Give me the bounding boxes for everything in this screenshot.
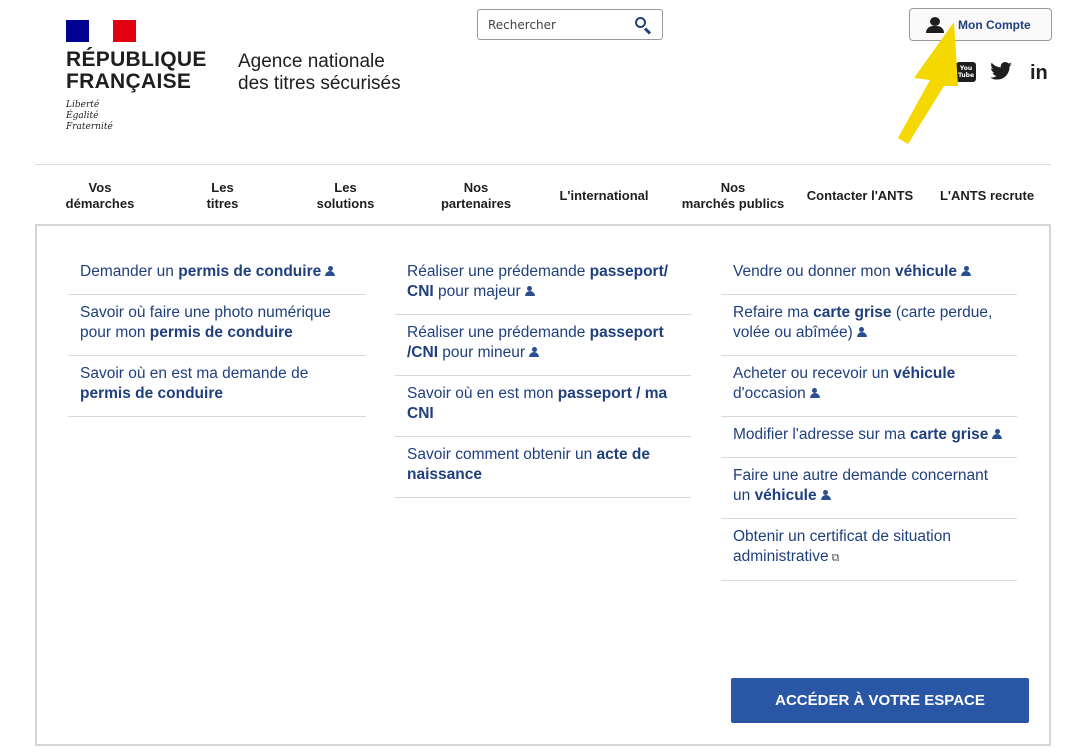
header-divider [35, 164, 1051, 165]
demarche-link[interactable] [395, 254, 691, 315]
nav-item-vos-demarches[interactable]: Vos démarches [65, 180, 135, 211]
demarche-link[interactable] [395, 376, 691, 437]
demarche-link[interactable] [68, 254, 366, 295]
vehicule-column [721, 254, 1017, 581]
main-nav [35, 172, 1051, 220]
yellow-pointer-arrow-icon [880, 20, 960, 145]
account-required-user-icon [325, 266, 335, 276]
demarche-link-text: Acheter ou recevoir un [733, 365, 894, 382]
permis-column [68, 254, 366, 417]
republic-motto [66, 100, 113, 133]
nav-item-nos-partenaires[interactable]: Nos partenaires [440, 180, 512, 211]
twitter-icon[interactable] [990, 62, 1012, 80]
nav-item-marches-publics[interactable]: Nos marchés publics [681, 180, 785, 211]
linkedin-icon[interactable]: in [1030, 62, 1048, 84]
demarche-link-keyword: carte grise [813, 304, 892, 321]
demarche-link[interactable] [68, 295, 366, 356]
mon-compte-label: Mon Compte [958, 17, 1031, 32]
demarche-link[interactable] [721, 356, 1017, 417]
account-required-user-icon [525, 286, 535, 296]
demarche-link-keyword: véhicule [754, 487, 817, 504]
demarche-link-text: Modifier l'adresse sur ma [733, 426, 910, 443]
youtube-icon-top: You [959, 65, 973, 72]
republique-francaise-logo[interactable] [66, 49, 207, 93]
acceder-espace-button[interactable]: ACCÉDER À VOTRE ESPACE [731, 678, 1029, 723]
demarche-link-text: Refaire ma [733, 304, 814, 321]
demarche-link-keyword: passeport/ CNI [407, 263, 669, 300]
demarche-link-keyword: passeport /CNI [407, 324, 664, 361]
demarche-link[interactable] [721, 458, 1017, 519]
youtube-icon-bottom: Tube [957, 72, 975, 79]
passeport-cni-column [395, 254, 691, 498]
demarche-link[interactable] [721, 519, 1017, 581]
nav-item-international[interactable]: L'international [559, 188, 649, 203]
motto-egalite: Égalité [66, 111, 99, 121]
demarche-link-keyword: passeport / ma CNI [407, 385, 668, 422]
demarche-link[interactable] [721, 295, 1017, 356]
nav-item-ants-recrute[interactable]: L'ANTS recrute [939, 188, 1035, 203]
demarche-link-text: Demander un [80, 263, 179, 280]
demarche-link-suffix: d'occasion [733, 385, 806, 402]
search-icon[interactable] [634, 16, 652, 34]
demarche-link-suffix: (carte perdue, volée ou abîmée) [733, 304, 993, 341]
account-required-user-icon [810, 388, 820, 398]
demarche-link-suffix: pour mineur [438, 344, 526, 361]
demarche-link-text: Vendre ou donner mon [733, 263, 896, 280]
rf-title-line1: RÉPUBLIQUE [66, 48, 207, 71]
demarche-link-keyword: permis de conduire [178, 263, 322, 280]
search-placeholder: Rechercher [488, 17, 556, 32]
demarche-link[interactable] [68, 356, 366, 417]
demarche-link-text: Obtenir un certificat de situation administrative [733, 528, 951, 565]
external-link-icon: ⧉ [831, 552, 840, 564]
demarche-link[interactable] [395, 315, 691, 376]
nav-item-les-solutions[interactable]: Les solutions [316, 180, 375, 211]
demarche-link-keyword: véhicule [895, 263, 958, 280]
demarche-link-keyword: acte de naissance [407, 446, 650, 483]
motto-liberte: Liberté [66, 100, 100, 110]
agency-name-line2: des titres sécurisés [238, 73, 401, 94]
demarche-link-text: Réaliser une prédemande [407, 263, 590, 280]
account-required-user-icon [992, 429, 1002, 439]
demarche-link-text: Faire une autre demande concernant un [733, 467, 989, 504]
nav-item-les-titres[interactable]: Les titres [206, 180, 239, 211]
demarche-link-suffix: pour majeur [433, 283, 521, 300]
account-required-user-icon [857, 327, 867, 337]
rf-title-line2: FRANÇAISE [66, 70, 192, 93]
agency-name[interactable] [238, 51, 401, 95]
demarche-link[interactable] [721, 254, 1017, 295]
demarche-link-keyword: permis de conduire [149, 324, 293, 341]
demarche-link-text: Savoir où faire une photo numérique pour mon [80, 304, 331, 341]
demarche-link-text: Réaliser une prédemande [407, 324, 590, 341]
agency-name-line1: Agence nationale [238, 51, 385, 72]
demarches-panel [35, 224, 1051, 746]
nav-item-contacter-ants[interactable]: Contacter l'ANTS [806, 188, 914, 203]
demarche-link-keyword: permis de conduire [80, 385, 223, 402]
motto-fraternite: Fraternité [66, 122, 113, 132]
demarche-link[interactable] [395, 437, 691, 498]
account-required-user-icon [961, 266, 971, 276]
demarche-link-text: Savoir où en est ma demande de [80, 365, 309, 382]
demarche-link-text: Savoir où en est mon [407, 385, 558, 402]
demarche-link-text: Savoir comment obtenir un [407, 446, 597, 463]
demarche-link[interactable] [721, 417, 1017, 458]
demarche-link-keyword: véhicule [893, 365, 956, 382]
search-input[interactable] [477, 9, 663, 40]
account-required-user-icon [821, 490, 831, 500]
republique-flag-logo [66, 20, 136, 42]
account-required-user-icon [529, 347, 539, 357]
demarche-link-keyword: carte grise [909, 426, 989, 443]
